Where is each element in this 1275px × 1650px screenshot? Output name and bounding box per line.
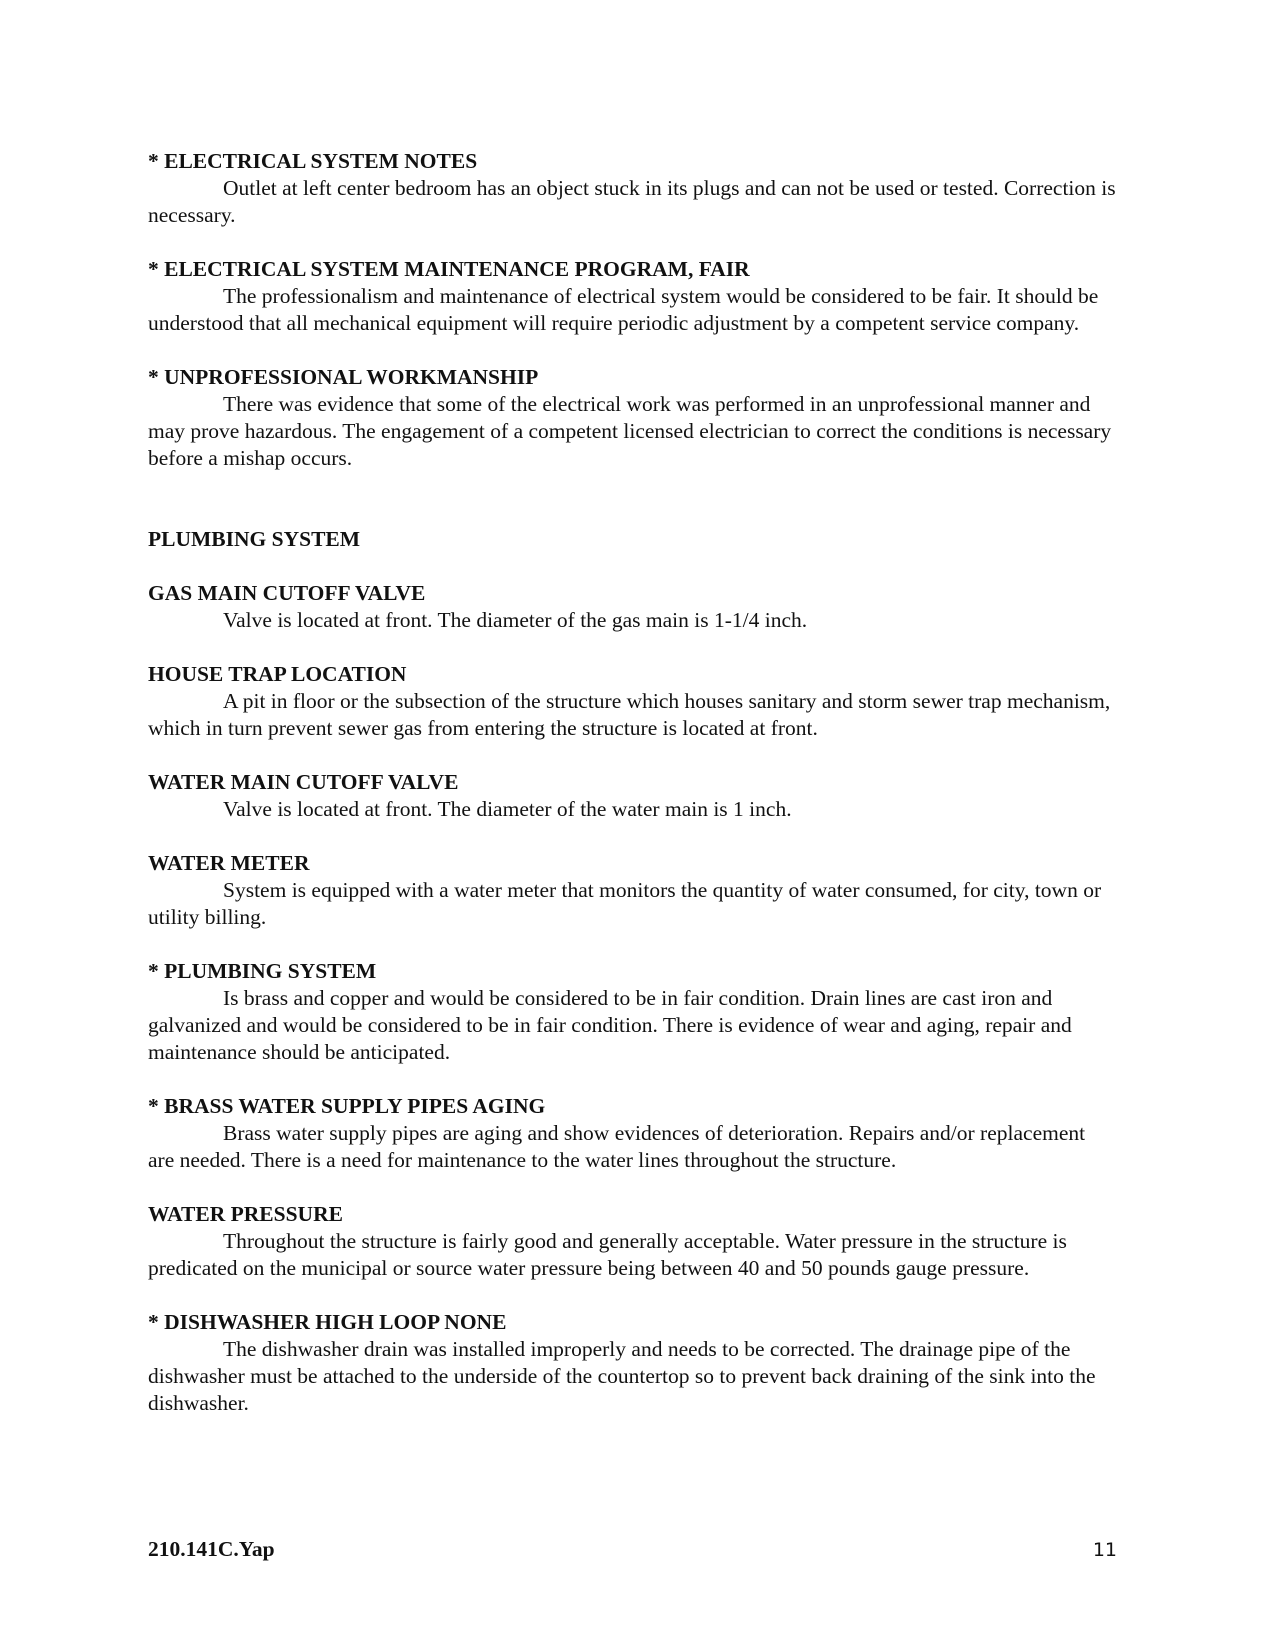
section-body: Valve is located at front. The diameter of the water main is 1 inch. (223, 797, 792, 821)
section-body: Is brass and copper and would be considered to be in fair condition. Drain lines are cast iron and galvanized and would be considered to be in fair condition. There is evidence of wear and aging, repair and maintenance should be anticipated. (148, 986, 1072, 1064)
section-dishwasher-high-loop (148, 1309, 1116, 1417)
document-id: 210.141C.Yap (148, 1537, 275, 1561)
section-body: A pit in floor or the subsection of the structure which houses sanitary and storm sewer trap mechanism, which in turn prevent sewer gas from entering the structure is located at front. (148, 689, 1111, 740)
section-heading: GAS MAIN CUTOFF VALVE (148, 581, 426, 605)
section-water-main-cutoff (148, 769, 1116, 823)
section-body: The professionalism and maintenance of electrical system would be considered to be fair. It should be understood that all mechanical equipment will require periodic adjustment by a competent service company. (148, 284, 1099, 335)
section-body: There was evidence that some of the electrical work was performed in an unprofessional manner and may prove hazardous. The engagement of a competent licensed electrician to correct the conditions is necessary before a mishap occurs. (148, 392, 1112, 470)
section-heading: PLUMBING SYSTEM (148, 527, 361, 551)
section-heading: WATER METER (148, 851, 310, 875)
section-heading: * ELECTRICAL SYSTEM NOTES (148, 149, 478, 173)
section-plumbing-system-title (148, 526, 1116, 553)
document-page (148, 148, 1116, 1444)
section-body: Valve is located at front. The diameter of the gas main is 1-1/4 inch. (223, 608, 808, 632)
section-unprofessional-workmanship (148, 364, 1116, 472)
section-heading: * PLUMBING SYSTEM (148, 959, 377, 983)
section-body: The dishwasher drain was installed improperly and needs to be corrected. The drainage pipe of the dishwasher must be attached to the underside of the countertop so to prevent back draining of the sink into the dishwasher. (148, 1337, 1096, 1415)
blank-line (148, 499, 1116, 526)
section-plumbing-system (148, 958, 1116, 1066)
page-number: 11 (1092, 1539, 1117, 1561)
section-body: Throughout the structure is fairly good and generally acceptable. Water pressure in the structure is predicated on the municipal or source water pressure being between 40 and 50 pounds gauge pressure. (148, 1229, 1067, 1280)
section-body: Outlet at left center bedroom has an object stuck in its plugs and can not be used or tested. Correction is necessary. (148, 176, 1116, 227)
section-electrical-maintenance (148, 256, 1116, 337)
section-water-pressure (148, 1201, 1116, 1282)
section-body: Brass water supply pipes are aging and show evidences of deterioration. Repairs and/or replacement are needed. There is a need for maintenance to the water lines throughout the structure. (148, 1121, 1086, 1172)
section-heading: * ELECTRICAL SYSTEM MAINTENANCE PROGRAM, FAIR (148, 257, 750, 281)
section-water-meter (148, 850, 1116, 931)
section-heading: WATER MAIN CUTOFF VALVE (148, 770, 459, 794)
section-heading: * DISHWASHER HIGH LOOP NONE (148, 1310, 507, 1334)
section-gas-main-cutoff (148, 580, 1116, 634)
section-heading: WATER PRESSURE (148, 1202, 343, 1226)
section-house-trap (148, 661, 1116, 742)
section-heading: * BRASS WATER SUPPLY PIPES AGING (148, 1094, 546, 1118)
page-footer (148, 1537, 1117, 1567)
section-heading: HOUSE TRAP LOCATION (148, 662, 407, 686)
section-electrical-notes (148, 148, 1116, 229)
section-heading: * UNPROFESSIONAL WORKMANSHIP (148, 365, 539, 389)
section-body: System is equipped with a water meter that monitors the quantity of water consumed, for city, town or utility billing. (148, 878, 1102, 929)
section-brass-pipes (148, 1093, 1116, 1174)
